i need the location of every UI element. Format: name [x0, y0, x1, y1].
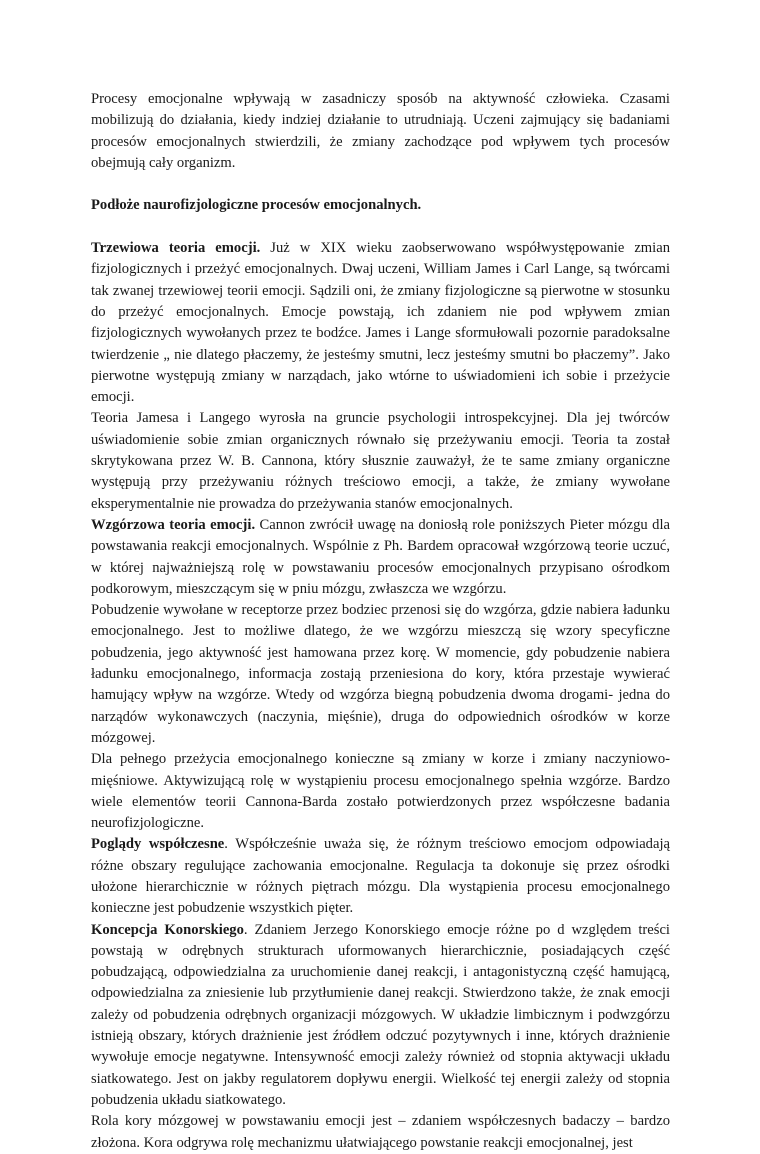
konorski-title: Koncepcja Konorskiego — [91, 921, 244, 938]
cortex-paragraph: Rola kory mózgowej w powstawaniu emocji jest – zdaniem współczesnych badaczy – bardzo złożona. Kora odgrywa rolę mechanizmu ułatwiającego powstanie reakcji emocjonalnej, jest — [91, 1113, 670, 1151]
thalamic-paragraph-2: Pobudzenie wywołane w receptorze przez bodziec przenosi się do wzgórza, gdzie nabiera ładunku emocjonalnego. Jest to możliwe dlatego, że we wzgórzu mieszczą się wzory specyficzne pobudzenia, jego aktywność jest hamowana przez korę. W momencie, gdy pobudzenie nabiera ładunku emocjonalnego, informacja zostają przeniesiona do kory, która przestaje wywierać hamujący wpływ na wzgórze. Wtedy od wzgórza biegną pobudzenia dwoma drogami- jedna do narządów wykonawczych (naczynia, mięśnie), druga do odpowiednich ośrodków w korze mózgowej. — [91, 602, 670, 746]
spacer — [91, 217, 670, 238]
modern-views-text: . Współcześnie uważa się, że różnym treściowo emocjom odpowiadają różne obszary regulujące zachowania emocjonalne. Regulacja ta dokonuje się przez ośrodki ułożone hierarchicznie w różnych piętrach mózgu. Dla wystąpienia procesu emocjonalnego konieczne jest pobudzenie wszystkich pięter. — [91, 836, 670, 917]
thalamic-theory-text: Cannon zwrócił uwagę na doniosłą role poniższych Pieter mózgu dla powstawania reakcji emocjonalnych. Wspólnie z Ph. Bardem opracował wzgórzową teorie uczuć, w której najważniejszą rolę w powstawaniu procesów emocjonalnych przypisano ośrodkom podkorowym, mieszczącym się w pniu mózgu, zwłaszcza we wzgórzu. — [91, 516, 671, 597]
konorski-paragraph — [91, 920, 670, 1112]
modern-views-paragraph — [91, 834, 670, 919]
document-page — [91, 89, 670, 1154]
visceral-theory-text: Już w XIX wieku zaobserwowano współwystępowanie zmian fizjologicznych i przeżyć emocjonalnych. Dwaj uczeni, William James i Carl Lange, są twórcami tak zwanej trzewiowej teorii emocji. Sądzili oni, że zmiany fizjologiczne są pierwotne w stosunku do przeżyć emocjonalnych. Emocje powstają, ich zdaniem nie pod wpływem zmian fizjologicznych wywołanych przez te bodźce. James i Lange sformułowali pozornie paradoksalne twierdzenie „ nie dlatego płaczemy, że jesteśmy smutni, lecz jesteśmy smutni bo płaczemy”. Jako pierwotne występują zmiany w narządach, jako wtórne to uświadomieni ich sobie i przeżycie emocji. — [91, 240, 670, 406]
konorski-text: . Zdaniem Jerzego Konorskiego emocje różne po d względem treści powstają w odrębnych strukturach uformowanych hierarchicznie, posiadających część pobudzającą, odpowiedzialna za uruchomienie danej reakcji, i antagonistyczną część hamującą, odpowiedzialna za zniesienie lub przytłumienie danej reakcji. Stwierdzono także, że znak emocji zależy od pobudzenia odrębnych organizacji mózgowych. W układzie limbicznym i podwzgórzu istnieją obszary, których drażnienie jest źródłem odczuć pozytywnych i inne, których drażnienie wywołuje emocje negatywne. Intensywność emocji zależy również od stopnia aktywacji układu siatkowatego. Jest on jakby regulatorem dopływu energii. Wielkość tej energii zależy od stopnia pobudzenia układu siatkowatego. — [91, 921, 670, 1108]
modern-views-title: Poglądy współczesne — [91, 836, 225, 853]
thalamic-theory-paragraph — [91, 515, 670, 600]
thalamic-theory-title: Wzgórzowa teoria emocji. — [91, 516, 256, 533]
thalamic-paragraph-3: Dla pełnego przeżycia emocjonalnego konieczne są zmiany w korze i zmiany naczyniowo-mięśniowe. Aktywizującą rolę w wystąpieniu procesu emocjonalnego spełnia wzgórze. Bardzo wiele elementów teorii Cannona-Barda zostało potwierdzonych przez współczesne badania neurofizjologiczne. — [91, 751, 670, 832]
visceral-theory-paragraph — [91, 238, 670, 408]
intro-paragraph: Procesy emocjonalne wpływają w zasadniczy sposób na aktywność człowieka. Czasami mobilizują do działania, kiedy indziej działanie to utrudniają. Uczeni zajmujący się badaniami procesów emocjonalnych stwierdzili, że zmiany zachodzące pod wpływem tych procesów obejmują cały organizm. — [91, 91, 670, 171]
spacer — [91, 174, 670, 195]
visceral-critique-paragraph: Teoria Jamesa i Langego wyrosła na gruncie psychologii introspekcyjnej. Dla jej twórców uświadomienie sobie zmian organicznych równało się przeżywaniu emocji. Teoria ta został skrytykowana przez W. B. Cannona, który słusznie zauważył, że te same zmiany organiczne występują przy przeżywaniu różnych treściowo emocji, a także, że zmiany wywołane eksperymentalnie nie prowadza do przeżywania stanów emocjonalnych. — [91, 410, 670, 512]
visceral-theory-title: Trzewiowa teoria emocji. — [91, 240, 261, 257]
section-heading: Podłoże naurofizjologiczne procesów emocjonalnych. — [91, 197, 422, 214]
